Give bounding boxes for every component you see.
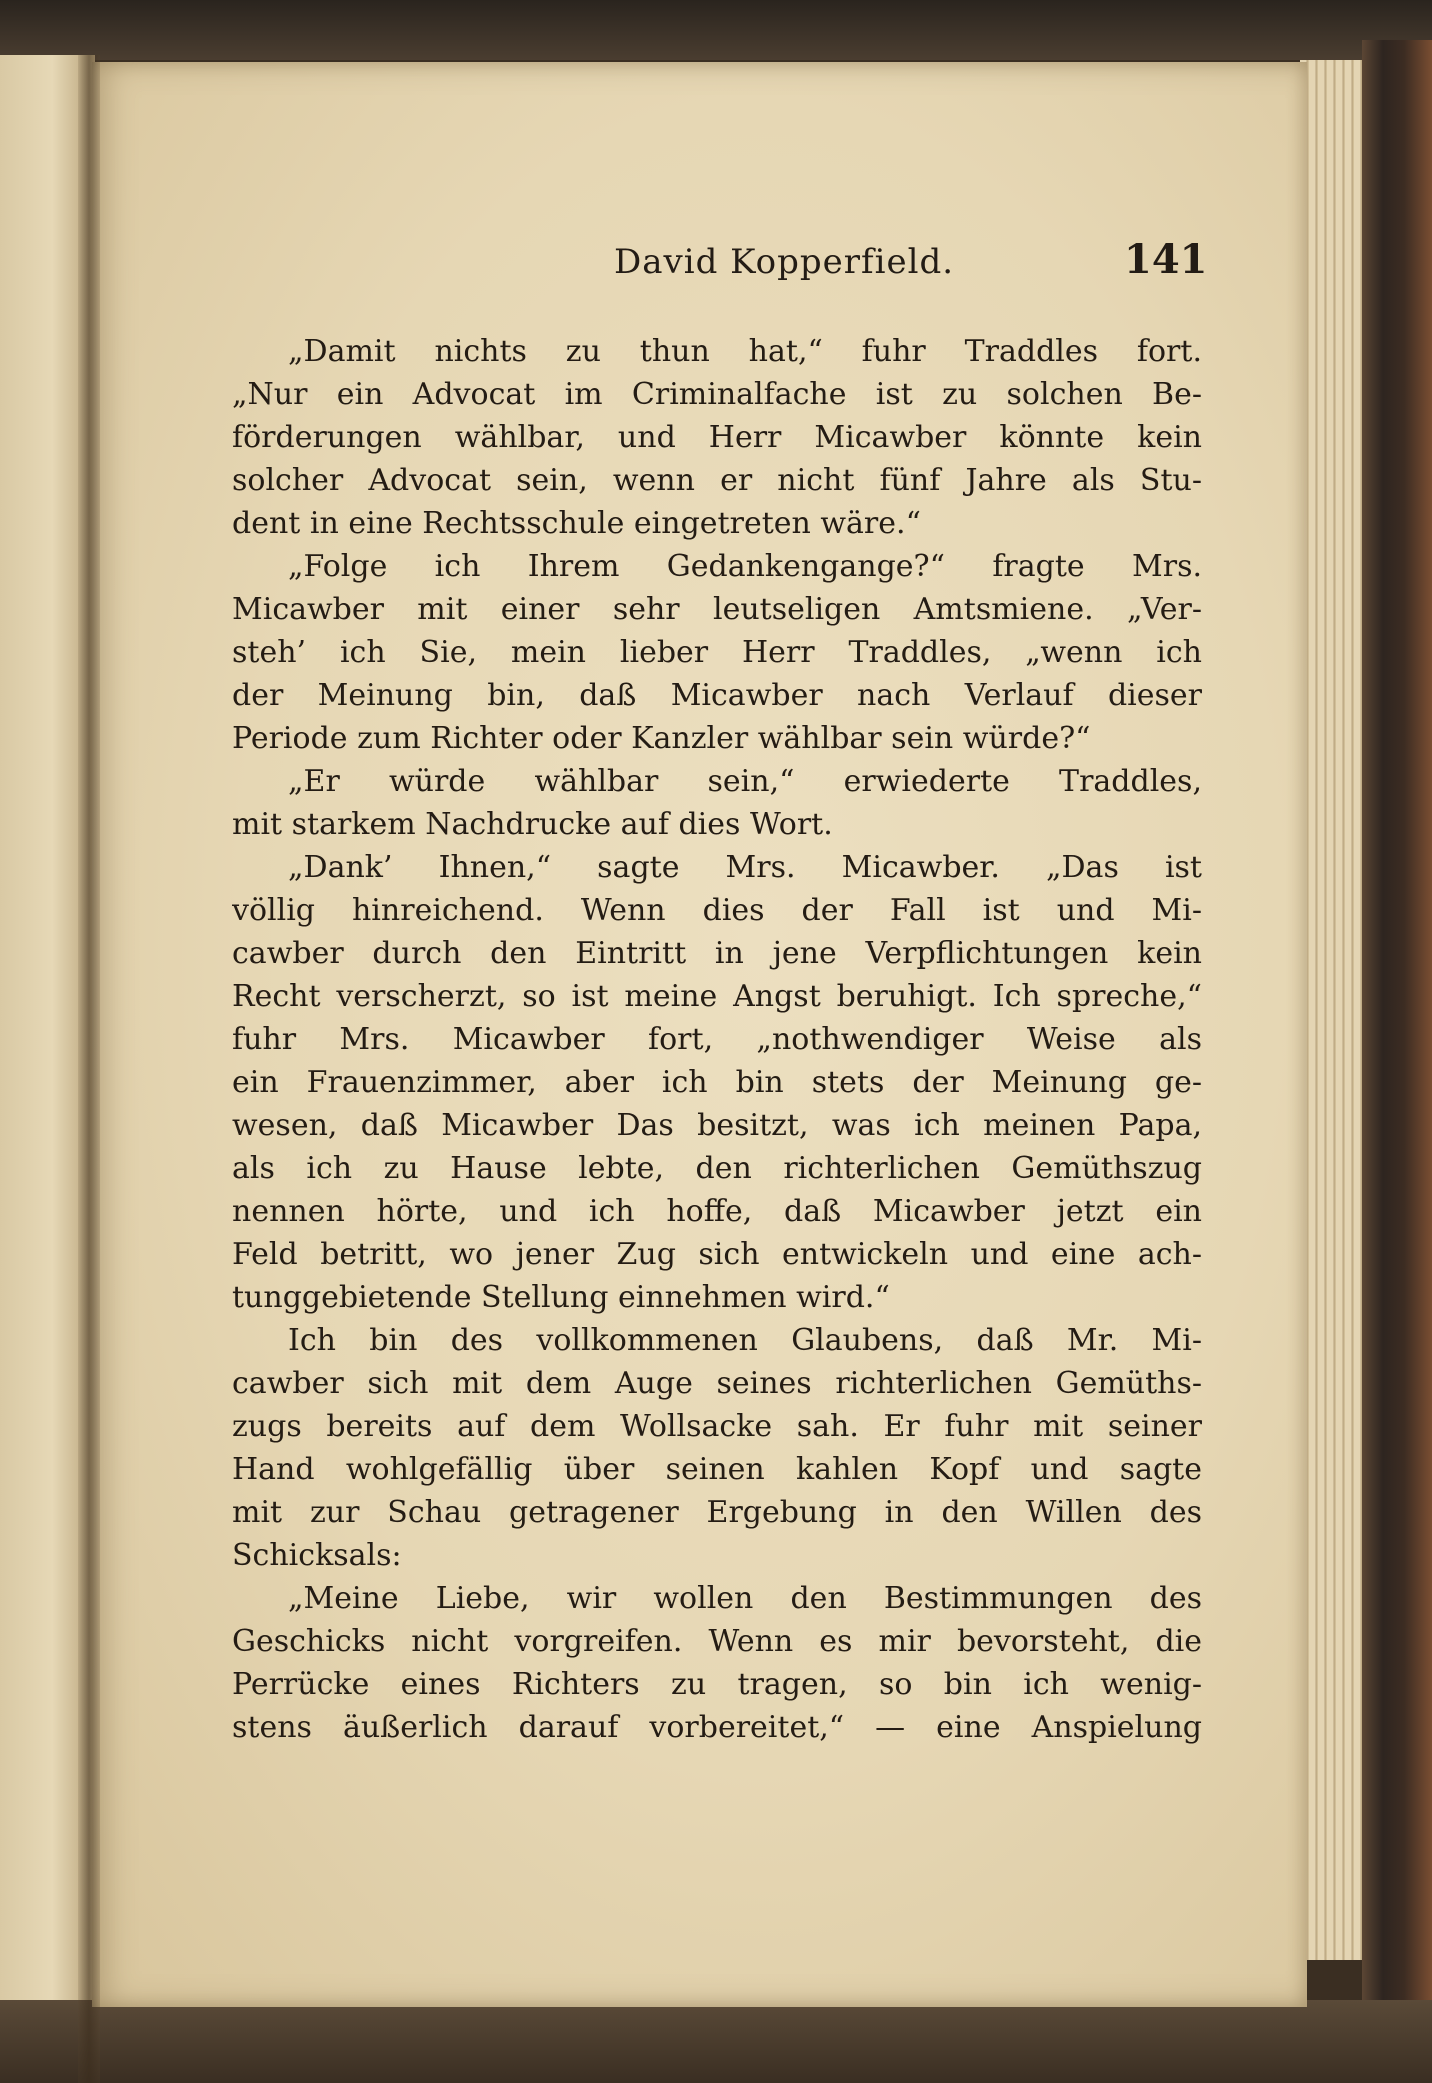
text-line: steh’ ich Sie, mein lieber Herr Traddles, „wenn ich [232, 635, 1202, 670]
text-line: fuhr Mrs. Micawber fort, „nothwendiger Weise als [232, 1022, 1202, 1057]
text-line: nennen hörte, und ich hoffe, daß Micawber jetzt ein [232, 1194, 1202, 1229]
book-cover-top [0, 0, 1432, 60]
text-line: „Nur ein Advocat im Criminalfache ist zu solchen Be- [232, 377, 1202, 412]
text-line: cawber sich mit dem Auge seines richterlichen Gemüths- [232, 1366, 1202, 1401]
text-line: Perrücke eines Richters zu tragen, so bin ich wenig- [232, 1667, 1202, 1702]
text-line: zugs bereits auf dem Wollsacke sah. Er fuhr mit seiner [232, 1409, 1202, 1444]
text-line: ein Frauenzimmer, aber ich bin stets der Meinung ge- [232, 1065, 1202, 1100]
text-line: Periode zum Richter oder Kanzler wählbar sein würde?“ [232, 721, 1091, 756]
text-line: „Dank’ Ihnen,“ sagte Mrs. Micawber. „Das ist [288, 850, 1202, 885]
page-header [212, 222, 1208, 292]
text-line: „Damit nichts zu thun hat,“ fuhr Traddles fort. [288, 334, 1202, 369]
book-cover-bottom [0, 2000, 1432, 2083]
text-line: mit zur Schau getragener Ergebung in den Willen des [232, 1495, 1202, 1530]
text-line: „Folge ich Ihrem Gedankengange?“ fragte Mrs. [288, 549, 1202, 584]
text-line: der Meinung bin, daß Micawber nach Verlauf dieser [232, 678, 1202, 713]
text-line: Hand wohlgefällig über seinen kahlen Kopf und sagte [232, 1452, 1202, 1487]
text-line: cawber durch den Eintritt in jene Verpflichtungen kein [232, 936, 1202, 971]
text-line: Ich bin des vollkommenen Glaubens, daß Mr. Mi- [288, 1323, 1202, 1358]
text-line: Feld betritt, wo jener Zug sich entwickeln und eine ach- [232, 1237, 1202, 1272]
text-line: Schicksals: [232, 1538, 402, 1573]
text-line: Recht verscherzt, so ist meine Angst beruhigt. Ich spreche,“ [232, 979, 1202, 1014]
text-line: Micawber mit einer sehr leutseligen Amtsmiene. „Ver- [232, 592, 1202, 627]
text-line: „Er würde wählbar sein,“ erwiederte Traddles, [288, 764, 1202, 799]
text-line: tunggebietende Stellung einnehmen wird.“ [232, 1280, 890, 1315]
running-title: David Kopperfield. [614, 242, 955, 282]
text-line: wesen, daß Micawber Das besitzt, was ich meinen Papa, [232, 1108, 1202, 1143]
text-line: „Meine Liebe, wir wollen den Bestimmungen des [288, 1581, 1202, 1616]
text-line: solcher Advocat sein, wenn er nicht fünf Jahre als Stu- [232, 463, 1202, 498]
book-gutter [78, 55, 100, 2083]
text-line: stens äußerlich darauf vorbereitet,“ — eine Anspielung [232, 1710, 1202, 1745]
page-edges [1300, 60, 1370, 1960]
page-number: 141 [1124, 236, 1208, 283]
text-line: dent in eine Rechtsschule eingetreten wäre.“ [232, 506, 921, 541]
book-cover-right [1362, 40, 1432, 2083]
text-line: völlig hinreichend. Wenn dies der Fall ist und Mi- [232, 893, 1202, 928]
text-line: als ich zu Hause lebte, den richterlichen Gemüthszug [232, 1151, 1202, 1186]
text-line: mit starkem Nachdrucke auf dies Wort. [232, 807, 833, 842]
book-page [92, 62, 1307, 2007]
body-text [232, 330, 1202, 1749]
text-line: Geschicks nicht vorgreifen. Wenn es mir bevorsteht, die [232, 1624, 1202, 1659]
text-line: förderungen wählbar, und Herr Micawber könnte kein [232, 420, 1202, 455]
